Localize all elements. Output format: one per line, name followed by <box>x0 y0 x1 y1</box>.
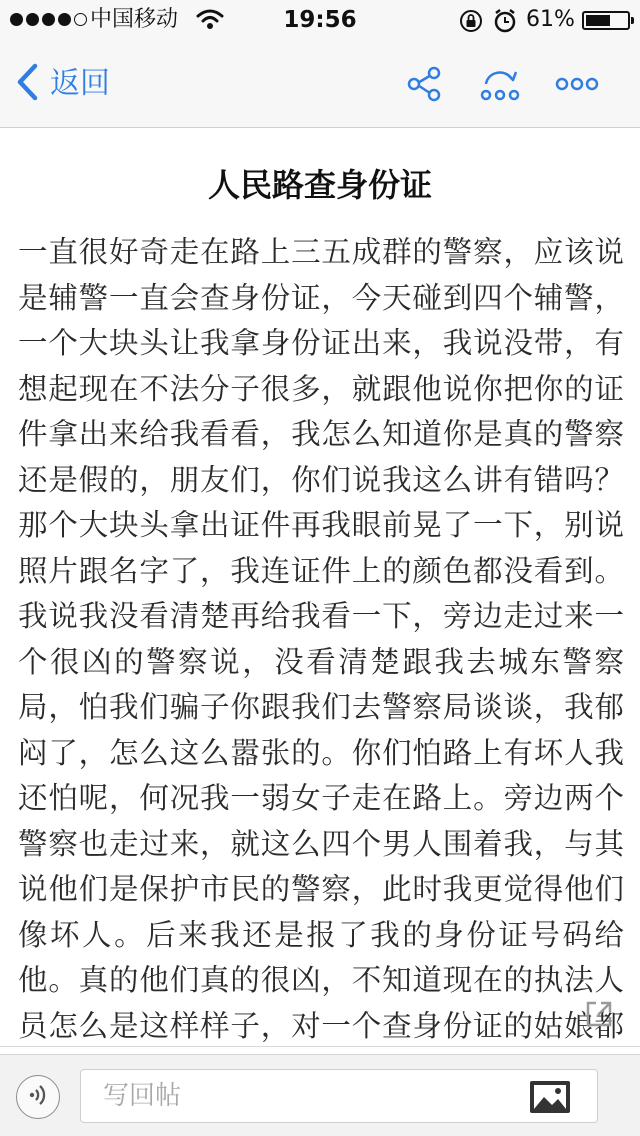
voice-input-button[interactable] <box>16 1075 60 1119</box>
divider <box>0 1046 640 1047</box>
alarm-icon <box>493 8 517 38</box>
nav-bar <box>0 40 640 128</box>
battery-icon <box>582 11 630 30</box>
status-time: 19:56 <box>283 7 357 33</box>
image-icon[interactable] <box>528 1079 572 1115</box>
back-label: 返回 <box>50 66 110 101</box>
reply-bar <box>0 1054 640 1136</box>
share-icon[interactable] <box>400 62 448 106</box>
back-button[interactable] <box>14 62 110 106</box>
chevron-left-icon <box>14 62 40 106</box>
forward-icon[interactable] <box>476 62 524 106</box>
open-external-icon[interactable] <box>584 999 616 1031</box>
more-icon[interactable] <box>553 62 601 106</box>
article-title: 人民路查身份证 <box>207 166 432 204</box>
reply-input[interactable] <box>80 1069 598 1123</box>
article-body: 一直很好奇走在路上三五成群的警察，应该说是辅警一直会查身份证，今天碰到四个辅警，一个大块头让我拿身份证出来，我说没带，有想起现在不法分子很多，就跟他说你把你的证件拿出来给我看看，我怎么知道你是真的警察还是假的，朋友们，你们说我这么讲有错吗？那个大块头拿出证件再我眼前晃了一下，别说照片跟名字了，我连证件上的颜色都没看到。我说我没看清楚再给我看一下，旁边走过来一个很凶的警察说，没看清楚跟我去城东警察局，怕我们骗子你跟我们去警察局谈谈，我郁闷了，怎么这么嚣张的。你们怕路上有坏人我还怕呢，何况我一弱女子走在路上。旁边两个警察也走过来，就这么四个男人围着我，与其说他们是保护市民的警察，此时我更觉得他们像坏人。后来我还是报了我的身份证号码给他。真的他们真的很凶，不知道现在的执法人员怎么是这样样子，对一个查身份证的姑娘都 <box>18 235 624 1043</box>
status-bar <box>0 0 640 40</box>
voice-icon <box>25 1082 51 1112</box>
carrier-name: 中国移动 <box>90 7 179 32</box>
orientation-lock-icon <box>459 9 483 37</box>
battery-percent: 61% <box>526 7 575 32</box>
